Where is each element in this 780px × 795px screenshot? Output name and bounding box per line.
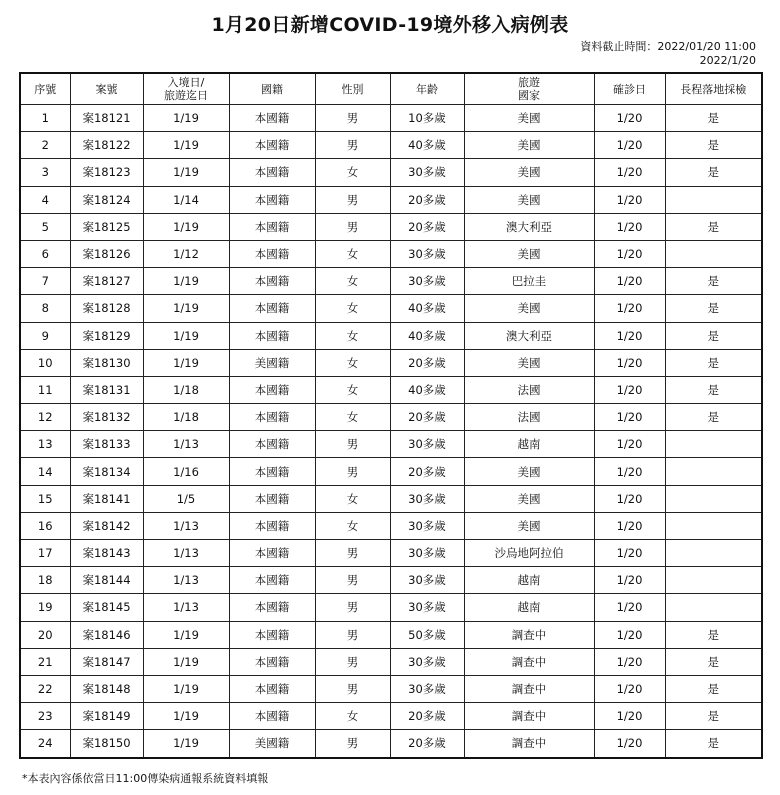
nationality-cell: 本國籍 — [229, 540, 315, 567]
landing-test-cell: 是 — [665, 404, 762, 431]
entry-date-cell: 1/19 — [143, 648, 229, 675]
travel-country-cell: 澳大利亞 — [464, 213, 594, 240]
confirm-date-cell: 1/20 — [594, 105, 665, 132]
case-no-cell: 案18143 — [70, 540, 143, 567]
seq-cell: 13 — [20, 431, 70, 458]
table-row — [20, 512, 762, 539]
case-no-cell: 案18144 — [70, 567, 143, 594]
entry-date-cell: 1/12 — [143, 240, 229, 267]
travel-country-cell: 法國 — [464, 376, 594, 403]
entry-date-cell: 1/19 — [143, 132, 229, 159]
seq-cell: 6 — [20, 240, 70, 267]
entry-date-cell: 1/18 — [143, 376, 229, 403]
age-cell: 30多歲 — [390, 594, 464, 621]
sex-cell: 女 — [315, 349, 390, 376]
travel-country-cell: 美國 — [464, 349, 594, 376]
table-row — [20, 240, 762, 267]
confirm-date-cell: 1/20 — [594, 458, 665, 485]
case-no-cell: 案18130 — [70, 349, 143, 376]
landing-test-cell — [665, 186, 762, 213]
case-no-cell: 案18148 — [70, 675, 143, 702]
entry-date-cell: 1/13 — [143, 594, 229, 621]
travel-country-cell: 調查中 — [464, 730, 594, 758]
nationality-cell: 本國籍 — [229, 240, 315, 267]
case-no-cell: 案18127 — [70, 268, 143, 295]
table-row — [20, 213, 762, 240]
confirm-date-cell: 1/20 — [594, 349, 665, 376]
travel-country-cell: 美國 — [464, 240, 594, 267]
landing-test-cell — [665, 240, 762, 267]
nationality-cell: 本國籍 — [229, 594, 315, 621]
sex-cell: 男 — [315, 213, 390, 240]
entry-date-cell: 1/19 — [143, 159, 229, 186]
confirm-date-cell: 1/20 — [594, 322, 665, 349]
nationality-cell: 本國籍 — [229, 105, 315, 132]
landing-test-cell: 是 — [665, 295, 762, 322]
seq-cell: 2 — [20, 132, 70, 159]
seq-cell: 18 — [20, 567, 70, 594]
entry-date-cell: 1/14 — [143, 186, 229, 213]
age-cell: 20多歲 — [390, 703, 464, 730]
entry-date-cell: 1/19 — [143, 268, 229, 295]
nationality-cell: 本國籍 — [229, 648, 315, 675]
header-travel-country: 旅遊 國家 — [464, 73, 594, 105]
table-row — [20, 376, 762, 403]
entry-date-cell: 1/13 — [143, 512, 229, 539]
landing-test-cell: 是 — [665, 268, 762, 295]
sex-cell: 男 — [315, 594, 390, 621]
nationality-cell: 本國籍 — [229, 485, 315, 512]
nationality-cell: 美國籍 — [229, 730, 315, 758]
case-no-cell: 案18123 — [70, 159, 143, 186]
nationality-cell: 本國籍 — [229, 213, 315, 240]
header-confirm-date: 確診日 — [594, 73, 665, 105]
age-cell: 40多歲 — [390, 132, 464, 159]
seq-cell: 14 — [20, 458, 70, 485]
case-no-cell: 案18133 — [70, 431, 143, 458]
age-cell: 30多歲 — [390, 648, 464, 675]
landing-test-cell: 是 — [665, 132, 762, 159]
entry-date-cell: 1/19 — [143, 105, 229, 132]
case-no-cell: 案18126 — [70, 240, 143, 267]
landing-test-cell: 是 — [665, 105, 762, 132]
sex-cell: 女 — [315, 404, 390, 431]
case-no-cell: 案18150 — [70, 730, 143, 758]
age-cell: 20多歲 — [390, 404, 464, 431]
table-row — [20, 159, 762, 186]
confirm-date-cell: 1/20 — [594, 485, 665, 512]
entry-date-cell: 1/19 — [143, 621, 229, 648]
sex-cell: 男 — [315, 105, 390, 132]
case-table — [19, 72, 763, 759]
report-date: 2022/1/20 — [699, 54, 756, 67]
confirm-date-cell: 1/20 — [594, 132, 665, 159]
nationality-cell: 本國籍 — [229, 621, 315, 648]
age-cell: 30多歲 — [390, 512, 464, 539]
case-no-cell: 案18145 — [70, 594, 143, 621]
entry-date-cell: 1/16 — [143, 458, 229, 485]
confirm-date-cell: 1/20 — [594, 240, 665, 267]
table-header-row — [20, 73, 762, 105]
confirm-date-cell: 1/20 — [594, 376, 665, 403]
landing-test-cell — [665, 540, 762, 567]
confirm-date-cell: 1/20 — [594, 404, 665, 431]
header-nationality: 國籍 — [229, 73, 315, 105]
entry-date-cell: 1/19 — [143, 213, 229, 240]
travel-country-cell: 法國 — [464, 404, 594, 431]
seq-cell: 19 — [20, 594, 70, 621]
header-seq: 序號 — [20, 73, 70, 105]
header-age: 年齡 — [390, 73, 464, 105]
age-cell: 30多歲 — [390, 485, 464, 512]
landing-test-cell — [665, 567, 762, 594]
age-cell: 30多歲 — [390, 540, 464, 567]
page-title: 1月20日新增COVID-19境外移入病例表 — [211, 14, 569, 36]
seq-cell: 1 — [20, 105, 70, 132]
case-no-cell: 案18141 — [70, 485, 143, 512]
sex-cell: 女 — [315, 512, 390, 539]
seq-cell: 21 — [20, 648, 70, 675]
landing-test-cell: 是 — [665, 675, 762, 702]
seq-cell: 20 — [20, 621, 70, 648]
confirm-date-cell: 1/20 — [594, 295, 665, 322]
age-cell: 30多歲 — [390, 567, 464, 594]
case-no-cell: 案18131 — [70, 376, 143, 403]
sex-cell: 男 — [315, 431, 390, 458]
report-meta — [580, 40, 756, 68]
age-cell: 30多歲 — [390, 431, 464, 458]
seq-cell: 12 — [20, 404, 70, 431]
confirm-date-cell: 1/20 — [594, 567, 665, 594]
age-cell: 10多歲 — [390, 105, 464, 132]
entry-date-cell: 1/13 — [143, 540, 229, 567]
table-row — [20, 703, 762, 730]
case-no-cell: 案18125 — [70, 213, 143, 240]
confirm-date-cell: 1/20 — [594, 621, 665, 648]
table-row — [20, 322, 762, 349]
seq-cell: 16 — [20, 512, 70, 539]
table-row — [20, 540, 762, 567]
seq-cell: 8 — [20, 295, 70, 322]
travel-country-cell: 澳大利亞 — [464, 322, 594, 349]
landing-test-cell: 是 — [665, 648, 762, 675]
table-row — [20, 567, 762, 594]
age-cell: 20多歲 — [390, 213, 464, 240]
table-row — [20, 349, 762, 376]
travel-country-cell: 越南 — [464, 567, 594, 594]
seq-cell: 7 — [20, 268, 70, 295]
sex-cell: 女 — [315, 485, 390, 512]
table-row — [20, 730, 762, 758]
landing-test-cell: 是 — [665, 349, 762, 376]
nationality-cell: 本國籍 — [229, 512, 315, 539]
entry-date-cell: 1/18 — [143, 404, 229, 431]
case-no-cell: 案18142 — [70, 512, 143, 539]
travel-country-cell: 美國 — [464, 512, 594, 539]
table-row — [20, 132, 762, 159]
age-cell: 30多歲 — [390, 240, 464, 267]
sex-cell: 男 — [315, 540, 390, 567]
case-no-cell: 案18134 — [70, 458, 143, 485]
table-row — [20, 485, 762, 512]
sex-cell: 男 — [315, 458, 390, 485]
sex-cell: 女 — [315, 703, 390, 730]
age-cell: 30多歲 — [390, 268, 464, 295]
landing-test-cell — [665, 458, 762, 485]
nationality-cell: 本國籍 — [229, 431, 315, 458]
table-row — [20, 431, 762, 458]
seq-cell: 5 — [20, 213, 70, 240]
seq-cell: 15 — [20, 485, 70, 512]
age-cell: 50多歲 — [390, 621, 464, 648]
confirm-date-cell: 1/20 — [594, 703, 665, 730]
travel-country-cell: 美國 — [464, 105, 594, 132]
travel-country-cell: 美國 — [464, 485, 594, 512]
sex-cell: 女 — [315, 376, 390, 403]
landing-test-cell — [665, 485, 762, 512]
travel-country-cell: 調查中 — [464, 675, 594, 702]
landing-test-cell — [665, 431, 762, 458]
travel-country-cell: 美國 — [464, 295, 594, 322]
sex-cell: 男 — [315, 621, 390, 648]
header-landing-test: 長程落地採檢 — [665, 73, 762, 105]
landing-test-cell — [665, 512, 762, 539]
age-cell: 20多歲 — [390, 730, 464, 758]
age-cell: 20多歲 — [390, 349, 464, 376]
confirm-date-cell: 1/20 — [594, 213, 665, 240]
travel-country-cell: 沙烏地阿拉伯 — [464, 540, 594, 567]
travel-country-cell: 美國 — [464, 458, 594, 485]
entry-date-cell: 1/5 — [143, 485, 229, 512]
sex-cell: 女 — [315, 295, 390, 322]
age-cell: 20多歲 — [390, 186, 464, 213]
table-row — [20, 648, 762, 675]
header-sex: 性別 — [315, 73, 390, 105]
entry-date-cell: 1/13 — [143, 431, 229, 458]
nationality-cell: 本國籍 — [229, 675, 315, 702]
sex-cell: 女 — [315, 268, 390, 295]
footnote: *本表內容係依當日11:00傳染病通報系統資料填報 — [22, 772, 269, 785]
sex-cell: 女 — [315, 240, 390, 267]
nationality-cell: 本國籍 — [229, 268, 315, 295]
table-row — [20, 621, 762, 648]
travel-country-cell: 美國 — [464, 186, 594, 213]
sex-cell: 男 — [315, 132, 390, 159]
nationality-cell: 本國籍 — [229, 132, 315, 159]
travel-country-cell: 調查中 — [464, 621, 594, 648]
header-entry-date: 入境日/ 旅遊迄日 — [143, 73, 229, 105]
travel-country-cell: 美國 — [464, 132, 594, 159]
nationality-cell: 本國籍 — [229, 376, 315, 403]
confirm-date-cell: 1/20 — [594, 730, 665, 758]
case-no-cell: 案18132 — [70, 404, 143, 431]
seq-cell: 3 — [20, 159, 70, 186]
travel-country-cell: 越南 — [464, 431, 594, 458]
table-row — [20, 105, 762, 132]
nationality-cell: 本國籍 — [229, 458, 315, 485]
age-cell: 30多歲 — [390, 159, 464, 186]
seq-cell: 17 — [20, 540, 70, 567]
entry-date-cell: 1/19 — [143, 730, 229, 758]
sex-cell: 男 — [315, 567, 390, 594]
table-row — [20, 268, 762, 295]
travel-country-cell: 調查中 — [464, 648, 594, 675]
case-no-cell: 案18128 — [70, 295, 143, 322]
confirm-date-cell: 1/20 — [594, 268, 665, 295]
sex-cell: 女 — [315, 159, 390, 186]
case-no-cell: 案18129 — [70, 322, 143, 349]
seq-cell: 9 — [20, 322, 70, 349]
case-no-cell: 案18124 — [70, 186, 143, 213]
nationality-cell: 本國籍 — [229, 404, 315, 431]
seq-cell: 23 — [20, 703, 70, 730]
table-row — [20, 186, 762, 213]
sex-cell: 男 — [315, 186, 390, 213]
travel-country-cell: 調查中 — [464, 703, 594, 730]
landing-test-cell: 是 — [665, 730, 762, 758]
landing-test-cell — [665, 594, 762, 621]
table-row — [20, 404, 762, 431]
landing-test-cell: 是 — [665, 376, 762, 403]
landing-test-cell: 是 — [665, 322, 762, 349]
case-no-cell: 案18149 — [70, 703, 143, 730]
seq-cell: 10 — [20, 349, 70, 376]
sex-cell: 男 — [315, 730, 390, 758]
confirm-date-cell: 1/20 — [594, 159, 665, 186]
case-no-cell: 案18122 — [70, 132, 143, 159]
table-row — [20, 458, 762, 485]
seq-cell: 22 — [20, 675, 70, 702]
nationality-cell: 本國籍 — [229, 322, 315, 349]
nationality-cell: 美國籍 — [229, 349, 315, 376]
case-no-cell: 案18146 — [70, 621, 143, 648]
landing-test-cell: 是 — [665, 159, 762, 186]
table-row — [20, 295, 762, 322]
data-cutoff-time: 資料截止時間：2022/01/20 11:00 — [580, 40, 756, 53]
entry-date-cell: 1/13 — [143, 567, 229, 594]
landing-test-cell: 是 — [665, 703, 762, 730]
travel-country-cell: 越南 — [464, 594, 594, 621]
header-case-no: 案號 — [70, 73, 143, 105]
sex-cell: 男 — [315, 675, 390, 702]
age-cell: 40多歲 — [390, 322, 464, 349]
confirm-date-cell: 1/20 — [594, 675, 665, 702]
confirm-date-cell: 1/20 — [594, 431, 665, 458]
entry-date-cell: 1/19 — [143, 322, 229, 349]
age-cell: 30多歲 — [390, 675, 464, 702]
sex-cell: 女 — [315, 322, 390, 349]
table-row — [20, 594, 762, 621]
nationality-cell: 本國籍 — [229, 567, 315, 594]
seq-cell: 24 — [20, 730, 70, 758]
entry-date-cell: 1/19 — [143, 703, 229, 730]
travel-country-cell: 美國 — [464, 159, 594, 186]
sex-cell: 男 — [315, 648, 390, 675]
nationality-cell: 本國籍 — [229, 295, 315, 322]
landing-test-cell: 是 — [665, 213, 762, 240]
entry-date-cell: 1/19 — [143, 675, 229, 702]
confirm-date-cell: 1/20 — [594, 186, 665, 213]
nationality-cell: 本國籍 — [229, 186, 315, 213]
age-cell: 40多歲 — [390, 295, 464, 322]
case-no-cell: 案18121 — [70, 105, 143, 132]
table-body — [20, 105, 762, 758]
entry-date-cell: 1/19 — [143, 349, 229, 376]
table-row — [20, 675, 762, 702]
case-no-cell: 案18147 — [70, 648, 143, 675]
nationality-cell: 本國籍 — [229, 703, 315, 730]
confirm-date-cell: 1/20 — [594, 540, 665, 567]
age-cell: 20多歲 — [390, 458, 464, 485]
confirm-date-cell: 1/20 — [594, 594, 665, 621]
travel-country-cell: 巴拉圭 — [464, 268, 594, 295]
entry-date-cell: 1/19 — [143, 295, 229, 322]
landing-test-cell: 是 — [665, 621, 762, 648]
confirm-date-cell: 1/20 — [594, 512, 665, 539]
confirm-date-cell: 1/20 — [594, 648, 665, 675]
age-cell: 40多歲 — [390, 376, 464, 403]
seq-cell: 4 — [20, 186, 70, 213]
seq-cell: 11 — [20, 376, 70, 403]
nationality-cell: 本國籍 — [229, 159, 315, 186]
